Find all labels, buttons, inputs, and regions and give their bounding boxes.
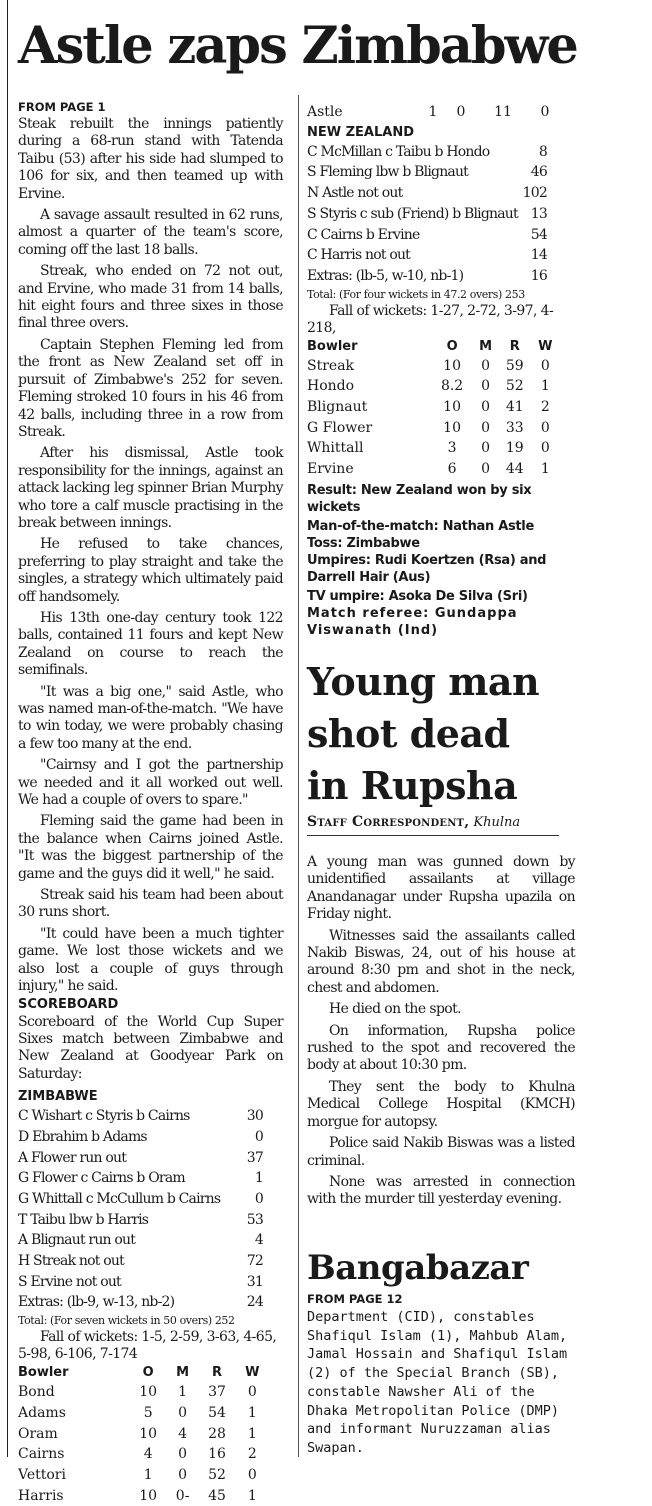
- nz-fall-of-wickets: Fall of wickets: 1-27, 2-72, 3-97, 4-218,: [307, 302, 554, 336]
- batting-row: [18, 1210, 263, 1231]
- bowling-row: [18, 1424, 268, 1445]
- bowling-cell: G Flower: [307, 419, 373, 436]
- batsman-runs: 46: [530, 164, 547, 181]
- batsman-runs: 4: [254, 1232, 263, 1249]
- astle-bowling-row: [307, 102, 559, 123]
- bowling-cell: 0: [481, 419, 490, 436]
- bowling-cell: 41: [505, 399, 524, 416]
- zimbabwe-fall-of-wickets: Fall of wickets: 1-5, 2-59, 3-63, 4-65, 5-98, 6-106, 7-174: [18, 1329, 277, 1363]
- batsman-runs: 0: [254, 1190, 263, 1207]
- bowling-cell: 10: [443, 399, 461, 416]
- zimbabwe-heading: ZIMBABWE: [18, 1089, 98, 1105]
- batting-row: [307, 245, 547, 266]
- man-of-the-match: Man-of-the-match: Nathan Astle: [307, 518, 534, 534]
- batsman-name: A Flower run out: [18, 1149, 127, 1166]
- cricket-story-body: [18, 116, 283, 996]
- kicker-from-page-12: FROM PAGE 12: [307, 1292, 403, 1306]
- batsman-name: C Wishart c Styris b Cairns: [18, 1108, 190, 1125]
- batsman-runs: 1: [254, 1170, 263, 1187]
- bowling-row: [307, 459, 559, 480]
- batsman-runs: 53: [246, 1211, 263, 1228]
- bowling-cell: 54: [208, 1404, 226, 1421]
- bowling-row: [307, 397, 559, 418]
- bowling-cell: 52: [505, 378, 524, 395]
- bowling-cell: 0: [481, 461, 490, 478]
- rupsha-headline: [307, 656, 607, 812]
- bowling-column-header: R: [509, 338, 520, 354]
- scoreboard-intro: Scoreboard of the World Cup Super Sixes match between Zimbabwe and New Zealand at Goodyear Park on Saturday:: [18, 1013, 283, 1082]
- bowling-cell: 0: [456, 104, 466, 120]
- batting-row: [18, 1292, 263, 1313]
- batsman-name: Extras: (lb-9, w-13, nb-2): [18, 1294, 175, 1311]
- batting-row: [18, 1106, 263, 1127]
- batting-row: [307, 225, 547, 246]
- batsman-runs: 14: [530, 247, 547, 264]
- bowling-cell: 10: [443, 357, 461, 374]
- bowling-cell: 0: [178, 1404, 188, 1421]
- bowling-cell: 10: [139, 1384, 158, 1401]
- bowling-cell: 0: [178, 1466, 188, 1483]
- batsman-runs: 102: [522, 185, 547, 202]
- nz-bowling-table: [18, 1363, 268, 1506]
- bowling-cell: 1: [178, 1384, 188, 1401]
- bowling-cell: 0: [540, 440, 550, 457]
- batsman-runs: 24: [246, 1294, 263, 1311]
- bowling-cell: 44: [505, 461, 524, 478]
- story-paragraph: He died on the spot.: [329, 1001, 462, 1018]
- bowling-cell: 11: [494, 104, 512, 120]
- story-paragraph: None was arrested in connection with the murder till yesterday evening.: [307, 1173, 575, 1208]
- bowling-cell: 10: [139, 1487, 158, 1504]
- story-paragraph: Police said Nakib Biswas was a listed criminal.: [307, 1135, 575, 1169]
- bangabazar-headline: Bangabazar: [307, 1248, 529, 1288]
- bowling-cell: Ervine: [307, 461, 354, 478]
- bowling-cell: 0: [481, 440, 490, 457]
- toss: Toss: Zimbabwe: [307, 535, 420, 551]
- rupsha-headline-line: Young man: [307, 659, 540, 704]
- bowling-cell: Vettori: [18, 1466, 66, 1483]
- batsman-name: C Cairns b Ervine: [307, 226, 420, 243]
- bowling-cell: Astle: [307, 104, 343, 120]
- batsman-runs: 30: [246, 1108, 263, 1125]
- bowling-cell: 1: [143, 1466, 153, 1483]
- bowling-cell: 2: [247, 1446, 257, 1463]
- batsman-runs: 8: [538, 143, 547, 160]
- story-paragraph: "It could have been a much tighter game. We lost those wickets and we also lost a couple of guys through injury," he said.: [18, 925, 283, 995]
- bowling-cell: 0: [481, 357, 490, 374]
- bowling-column-header: Bowler: [18, 1365, 69, 1381]
- story-paragraph: His 13th one-day century took 122 balls, contained 11 fours and kept New Zealand on course to reach the semifinals.: [18, 609, 283, 679]
- bowling-cell: 0: [481, 399, 490, 416]
- batsman-runs: 72: [246, 1253, 263, 1270]
- batting-row: [18, 1127, 263, 1148]
- bowling-cell: 6: [447, 461, 457, 478]
- bowling-cell: 28: [208, 1425, 226, 1442]
- batting-row: [307, 204, 547, 225]
- bowling-cell: 0: [247, 1384, 257, 1401]
- byline-staff: Staff Correspondent,: [307, 814, 470, 830]
- bowling-cell: 0: [540, 419, 550, 436]
- bowling-row: [307, 438, 559, 459]
- story-paragraph: Witnesses said the assailants called Nakib Biswas, 24, out of his house at around 8:30 pm and shot in the neck, chest and abdomen.: [307, 927, 575, 996]
- batsman-name: C McMillan c Taibu b Hondo: [307, 143, 490, 160]
- kicker-from-page-1: FROM PAGE 1: [18, 100, 106, 114]
- batsman-name: A Blignaut run out: [18, 1232, 136, 1249]
- bowling-cell: 10: [139, 1425, 158, 1442]
- rupsha-headline-line: shot dead: [307, 711, 510, 756]
- batting-row: [18, 1148, 263, 1169]
- bowling-cell: 8.2: [440, 378, 464, 395]
- match-result: Result: New Zealand won by six wickets: [307, 482, 532, 515]
- bowling-cell: 37: [208, 1384, 226, 1401]
- rupsha-byline: [307, 812, 559, 836]
- bowling-cell: 1: [428, 104, 438, 120]
- match-referee: Match referee: Gundappa Viswanath (Ind): [307, 605, 518, 638]
- column-rule-left: [7, 0, 8, 1457]
- main-headline: Astle zaps Zimbabwe: [18, 16, 577, 76]
- story-paragraph: Captain Stephen Fleming led from the front as New Zealand set off in pursuit of Zimbabwe's 252 for seven. Fleming stroked 10 fours in his 46 from 42 balls, including three in a row from Streak.: [18, 336, 283, 440]
- bowling-row: [18, 1444, 268, 1465]
- byline-location: Khulna: [473, 815, 521, 830]
- batsman-runs: 16: [530, 267, 547, 284]
- bowling-column-header: M: [479, 338, 492, 354]
- batting-row: [18, 1272, 263, 1293]
- bowling-cell: 1: [247, 1425, 257, 1442]
- batsman-name: Extras: (lb-5, w-10, nb-1): [307, 267, 464, 284]
- column-rule-middle: [298, 95, 299, 1457]
- nz-total: Total: (For four wickets in 47.2 overs) 253: [307, 287, 525, 301]
- bowling-row: [307, 356, 559, 377]
- bowling-cell: 4: [178, 1425, 188, 1442]
- bowling-cell: 0: [178, 1446, 188, 1463]
- bowling-row: [307, 102, 559, 123]
- left-column: [18, 98, 283, 1506]
- bowling-cell: Harris: [18, 1487, 64, 1504]
- story-paragraph: Fleming said the game had been in the balance when Cairns joined Astle. "It was the biggest partnership of the game and the guys did it well," he said.: [18, 813, 283, 882]
- batting-row: [18, 1189, 263, 1210]
- right-column-scoreboard: [307, 102, 577, 639]
- batting-row: [307, 183, 547, 204]
- batsman-runs: 31: [246, 1273, 263, 1290]
- bowling-cell: 10: [443, 419, 461, 436]
- bowling-cell: 0: [540, 104, 550, 120]
- bowling-cell: Bond: [18, 1384, 55, 1401]
- bowling-cell: 3: [447, 440, 457, 457]
- bowling-row: [18, 1403, 268, 1424]
- bowling-column-header: M: [176, 1365, 190, 1381]
- story-paragraph: A savage assault resulted in 62 runs, almost a quarter of the team's score, coming off the last 18 balls.: [18, 207, 283, 258]
- bowling-cell: 19: [505, 440, 524, 457]
- batting-row: [307, 266, 547, 287]
- batsman-name: H Streak not out: [18, 1253, 124, 1270]
- batting-row: [18, 1168, 263, 1189]
- story-paragraph: "Cairnsy and I got the partnership we needed and it all worked out well. We had a couple of overs to spare.": [18, 757, 283, 809]
- story-paragraph: On information, Rupsha police rushed to the spot and recovered the body at about 10:30 pm.: [307, 1022, 575, 1074]
- batting-row: [307, 162, 547, 183]
- batsman-name: N Astle not out: [307, 185, 403, 202]
- batting-row: [18, 1251, 263, 1272]
- story-paragraph: A young man was gunned down by unidentified assailants at village Anandanagar under Rupsha upazila on Friday night.: [307, 854, 575, 923]
- bowling-cell: 2: [540, 399, 550, 416]
- bowling-row: [307, 418, 559, 439]
- bowling-column-header: Bowler: [307, 338, 358, 354]
- bowling-cell: Whittall: [307, 440, 364, 457]
- rupsha-story-body: [307, 854, 575, 1213]
- batsman-name: G Whittall c McCullum b Cairns: [18, 1190, 221, 1207]
- bowling-cell: 4: [143, 1446, 153, 1463]
- story-paragraph: Department (CID), constables Shafiqul Islam (1), Mahbub Alam, Jamal Hossain and Shafiqul Islam (2) of the Special Branch (SB), constable Nawsher Ali of the Dhaka Metropolitan Police (DMP) and informant Nuruzzaman alias Swapan.: [307, 1309, 568, 1456]
- tv-umpire: TV umpire: Asoka De Silva (Sri): [307, 588, 528, 604]
- bangabazar-story: [307, 1290, 575, 1458]
- bowling-cell: 1: [247, 1404, 257, 1421]
- bowling-cell: 59: [505, 357, 524, 374]
- story-paragraph: After his dismissal, Astle took responsibility for the innings, against an attack lacking leg spinner Brian Murphy who tore a calf muscle practising in the break between innings.: [18, 445, 283, 531]
- bowling-cell: 1: [247, 1487, 257, 1504]
- batsman-name: C Harris not out: [307, 247, 411, 264]
- batting-row: [307, 142, 547, 163]
- story-paragraph: Streak, who ended on 72 not out, and Ervine, who made 31 from 14 balls, hit eight fours and three sixes in those final three overs.: [18, 263, 283, 332]
- bowling-row: [18, 1382, 268, 1403]
- bowling-column-header: W: [538, 338, 553, 354]
- bowling-row: [18, 1486, 268, 1506]
- batsman-name: D Ebrahim b Adams: [18, 1128, 147, 1145]
- bowling-column-header: O: [446, 338, 458, 354]
- batsman-name: S Ervine not out: [18, 1273, 121, 1290]
- batsman-runs: 0: [254, 1128, 263, 1145]
- nz-batting-table: [307, 142, 547, 287]
- batsman-name: S Styris c sub (Friend) b Blignaut: [307, 205, 518, 222]
- rupsha-headline-line: in Rupsha: [307, 763, 518, 808]
- bowling-cell: Hondo: [307, 378, 355, 395]
- bowling-cell: 1: [540, 461, 550, 478]
- batsman-runs: 37: [246, 1149, 263, 1166]
- story-paragraph: Steak rebuilt the innings patiently during a 68-run stand with Tatenda Taibu (53) after his side had slumped to 106 for six, and then teamed up with Ervine.: [18, 116, 283, 202]
- bowling-cell: 33: [505, 419, 524, 436]
- new-zealand-heading: NEW ZEALAND: [307, 124, 415, 140]
- zimbabwe-batting-table: [18, 1106, 263, 1313]
- bowling-cell: 1: [540, 378, 550, 395]
- bowling-cell: 0: [481, 378, 490, 395]
- bowling-cell: 16: [208, 1446, 226, 1463]
- scoreboard-intro-block: [18, 1014, 283, 1084]
- batsman-name: T Taibu lbw b Harris: [18, 1211, 149, 1228]
- bowling-cell: Adams: [18, 1404, 66, 1421]
- bowling-cell: 5: [143, 1404, 153, 1421]
- bowling-cell: 52: [208, 1466, 226, 1483]
- bowling-cell: Streak: [307, 357, 355, 374]
- bowling-cell: Oram: [18, 1425, 58, 1442]
- bowling-cell: Blignaut: [307, 399, 368, 416]
- bowling-row: [307, 376, 559, 397]
- story-paragraph: He refused to take chances, preferring to play straight and take the singles, a strategy which ultimately paid off handsomely.: [18, 536, 283, 605]
- bowling-cell: 45: [208, 1487, 226, 1504]
- zimbabwe-total: Total: (For seven wickets in 50 overs) 252: [18, 1314, 235, 1328]
- bowling-column-header: W: [245, 1365, 260, 1381]
- zimbabwe-bowling-table: [307, 337, 559, 480]
- bowling-cell: 0: [247, 1466, 257, 1483]
- batsman-name: S Fleming lbw b Blignaut: [307, 164, 468, 181]
- story-paragraph: They sent the body to Khulna Medical College Hospital (KMCH) morgue for autopsy.: [307, 1078, 575, 1130]
- bangabazar-body: [307, 1308, 575, 1458]
- bowling-cell: 0: [540, 357, 550, 374]
- story-paragraph: "It was a big one," said Astle, who was named man-of-the-match. "We have to win today, we were probably chasing a few too many at the end.: [18, 683, 283, 752]
- scoreboard-heading: SCOREBOARD: [18, 996, 119, 1012]
- bowling-column-header: O: [142, 1365, 154, 1381]
- bowling-row: [18, 1465, 268, 1486]
- bowling-cell: Cairns: [18, 1446, 65, 1463]
- batting-row: [18, 1230, 263, 1251]
- bowling-cell: 0-: [175, 1487, 190, 1504]
- batsman-runs: 54: [530, 226, 547, 243]
- umpires: Umpires: Rudi Koertzen (Rsa) and Darrell Hair (Aus): [307, 552, 547, 585]
- batsman-name: G Flower c Cairns b Oram: [18, 1170, 185, 1187]
- story-paragraph: Streak said his team had been about 30 runs short.: [18, 887, 283, 921]
- batsman-runs: 13: [530, 205, 547, 222]
- bowling-column-header: R: [212, 1365, 223, 1381]
